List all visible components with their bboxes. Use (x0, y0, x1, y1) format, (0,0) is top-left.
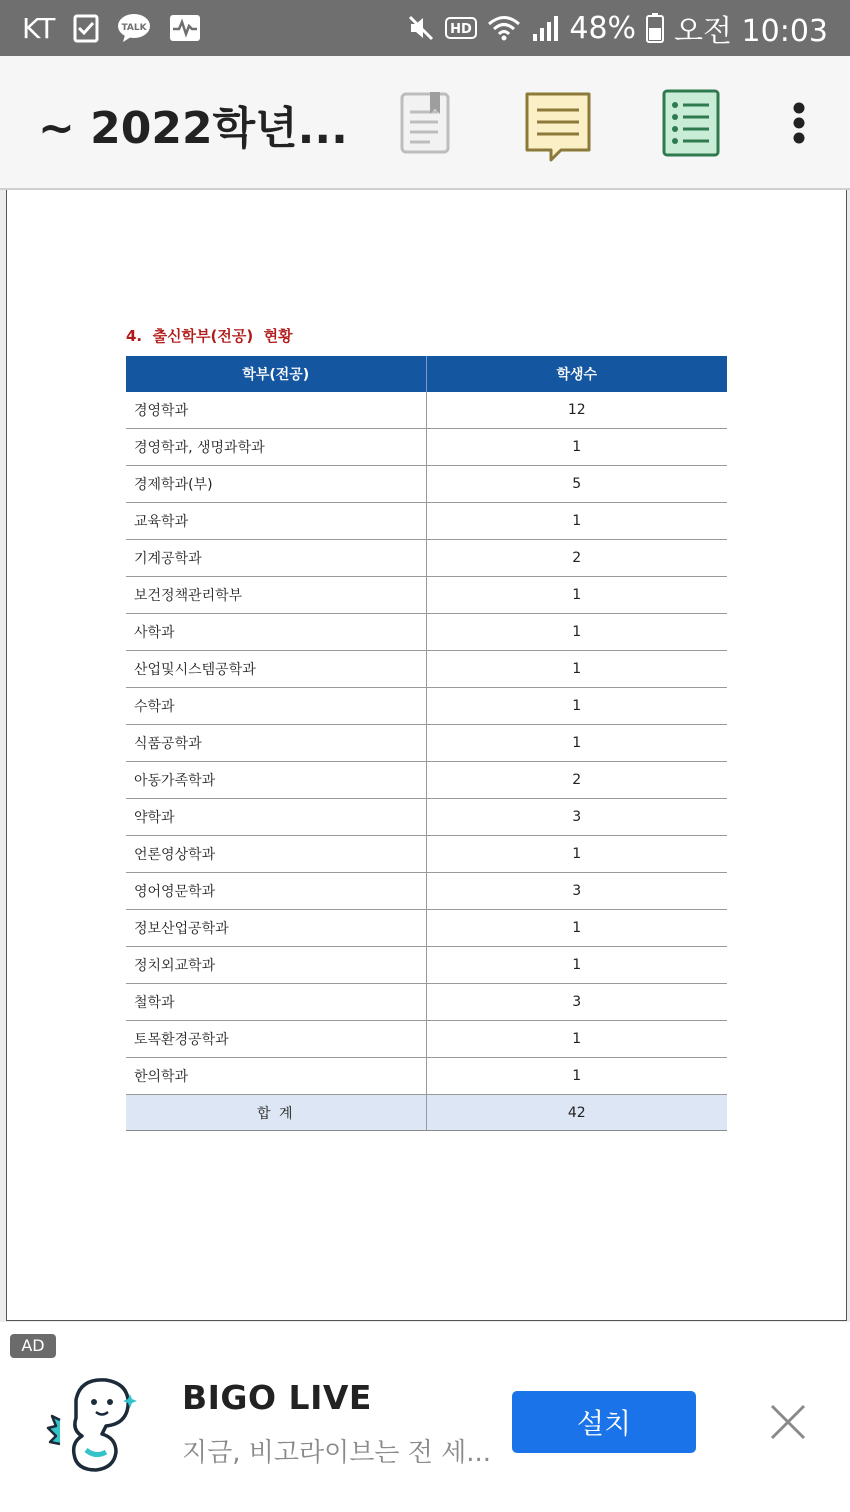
table-row (126, 429, 727, 466)
department-name: 경영학과 (126, 392, 426, 429)
department-name: 기계공학과 (126, 540, 426, 577)
table-row (126, 503, 727, 540)
carrier-label: KT (22, 11, 56, 45)
student-count: 3 (426, 984, 727, 1021)
student-count: 1 (426, 947, 727, 984)
student-count: 1 (426, 429, 727, 466)
clock: 오전 10:03 (674, 14, 828, 49)
signal-icon (531, 14, 559, 42)
table-row (126, 614, 727, 651)
mute-icon (407, 14, 435, 42)
wifi-icon (487, 14, 521, 42)
install-button[interactable]: 설치 (512, 1391, 696, 1453)
total-row (126, 1095, 727, 1131)
ad-banner[interactable] (0, 1322, 850, 1512)
table-body (126, 392, 727, 1095)
department-name: 철학과 (126, 984, 426, 1021)
document-viewport[interactable] (0, 190, 850, 1322)
table-header-row (126, 356, 727, 392)
battery-icon (646, 13, 664, 43)
student-count: 3 (426, 873, 727, 910)
department-name: 경영학과, 생명과학과 (126, 429, 426, 466)
table-row (126, 799, 727, 836)
department-name: 정치외교학과 (126, 947, 426, 984)
department-name: 약학과 (126, 799, 426, 836)
header-department: 학부(전공) (126, 356, 426, 392)
document-page (6, 190, 847, 1321)
document-title[interactable]: ~ 2022학년... (38, 103, 348, 154)
department-name: 정보산업공학과 (126, 910, 426, 947)
section-title: 4. 출신학부(전공) 현황 (126, 327, 293, 345)
department-name: 산업및시스템공학과 (126, 651, 426, 688)
department-name: 보건정책관리학부 (126, 577, 426, 614)
department-name: 수학과 (126, 688, 426, 725)
department-name: 영어영문학과 (126, 873, 426, 910)
table-row (126, 688, 727, 725)
table-row (126, 836, 727, 873)
department-name: 사학과 (126, 614, 426, 651)
department-name: 토목환경공학과 (126, 1021, 426, 1058)
table-row (126, 910, 727, 947)
department-name: 한의학과 (126, 1058, 426, 1095)
table-row (126, 762, 727, 799)
table-row (126, 651, 727, 688)
table-row (126, 540, 727, 577)
student-count: 1 (426, 910, 727, 947)
ad-badge: AD (10, 1334, 56, 1358)
table-row (126, 873, 727, 910)
student-count: 2 (426, 762, 727, 799)
activity-icon (169, 14, 201, 42)
student-count: 2 (426, 540, 727, 577)
app-bar (0, 56, 850, 190)
student-count: 1 (426, 1021, 727, 1058)
department-name: 언론영상학과 (126, 836, 426, 873)
student-count: 5 (426, 466, 727, 503)
battery-percent: 48% (569, 10, 637, 46)
table-row (126, 392, 727, 429)
student-count: 1 (426, 503, 727, 540)
close-icon (766, 1400, 810, 1444)
status-bar (0, 0, 850, 56)
student-count: 1 (426, 725, 727, 762)
student-count: 1 (426, 577, 727, 614)
bigo-mascot-icon (46, 1372, 138, 1476)
student-count: 1 (426, 836, 727, 873)
talk-icon (117, 13, 151, 43)
bookmark-button[interactable] (396, 90, 456, 156)
header-student-count: 학생수 (426, 356, 727, 392)
student-count: 1 (426, 1058, 727, 1095)
total-label: 합 계 (126, 1095, 426, 1131)
department-name: 경제학과(부) (126, 466, 426, 503)
student-count: 1 (426, 688, 727, 725)
table-row (126, 1021, 727, 1058)
more-icon (792, 101, 806, 145)
close-button[interactable] (766, 1400, 810, 1448)
department-name: 교육학과 (126, 503, 426, 540)
student-count: 12 (426, 392, 727, 429)
talk-label: TALK (121, 23, 147, 33)
department-name: 아동가족학과 (126, 762, 426, 799)
student-count: 1 (426, 651, 727, 688)
hd-label: HD (450, 22, 473, 37)
more-button[interactable] (784, 98, 814, 148)
table-row (126, 725, 727, 762)
table-row (126, 577, 727, 614)
department-table (126, 356, 727, 1131)
check-icon (73, 13, 99, 43)
table-row (126, 984, 727, 1021)
table-row (126, 947, 727, 984)
student-count: 3 (426, 799, 727, 836)
ad-app-name[interactable]: BIGO LIVE (182, 1378, 372, 1417)
ad-description: 지금, 비고라이브는 전 세... (182, 1438, 492, 1468)
student-count: 1 (426, 614, 727, 651)
bookmark-icon (398, 90, 454, 156)
outline-button[interactable] (660, 88, 722, 158)
list-icon (661, 88, 721, 158)
comment-button[interactable] (522, 90, 594, 162)
table-row (126, 1058, 727, 1095)
department-name: 식품공학과 (126, 725, 426, 762)
total-value: 42 (426, 1095, 727, 1131)
hd-icon (445, 16, 477, 40)
comment-icon (523, 90, 593, 162)
table-row (126, 466, 727, 503)
